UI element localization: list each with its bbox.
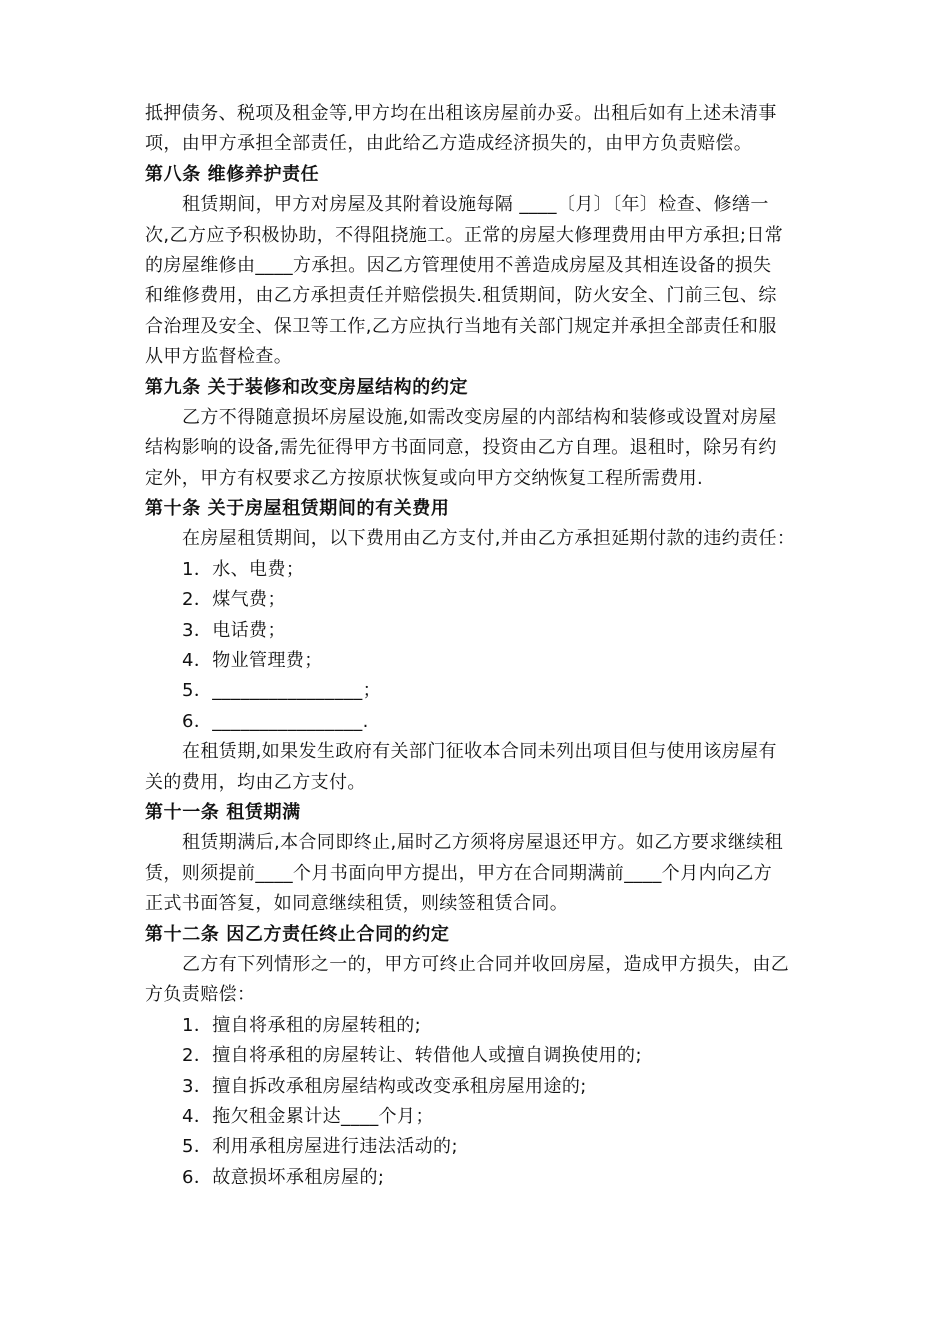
text-line: 关的费用，均由乙方支付。 — [145, 771, 366, 793]
text-line: 正式书面答复，如同意继续租赁，则续签租赁合同。 — [145, 893, 569, 915]
list-item: 3．电话费； — [182, 619, 286, 641]
text-line: 结构影响的设备,需先征得甲方书面同意，投资由乙方自理。退租时，除另有约 — [145, 437, 777, 459]
list-item: 2．擅自将承租的房屋转让、转借他人或擅自调换使用的; — [182, 1045, 642, 1067]
list-item: 2．煤气费； — [182, 589, 286, 611]
text-line: 的房屋维修由____方承担。因乙方管理使用不善造成房屋及其相连设备的损失 — [145, 254, 772, 276]
document-body — [145, 99, 813, 1193]
text-line: 抵押债务、税项及租金等,甲方均在出租该房屋前办妥。出租后如有上述未清事 — [145, 103, 777, 124]
list-item: 5．________________； — [182, 680, 382, 702]
section-heading: 第十一条 租赁期满 — [145, 801, 301, 823]
paragraph-first-line: 在房屋租赁期间，以下费用由乙方支付,并由乙方承担延期付款的违约责任： — [182, 528, 796, 550]
text-line: 从甲方监督检查。 — [145, 346, 293, 368]
list-item: 3．擅自拆改承租房屋结构或改变承租房屋用途的; — [182, 1075, 587, 1097]
paragraph-first-line: 乙方有下列情形之一的，甲方可终止合同并收回房屋，造成甲方损失，由乙 — [182, 953, 790, 975]
list-item: 1．水、电费； — [182, 558, 305, 580]
list-item: 5．利用承租房屋进行违法活动的; — [182, 1136, 458, 1158]
paragraph-first-line: 租赁期满后,本合同即终止,届时乙方须将房屋退还甲方。如乙方要求继续租 — [182, 832, 784, 854]
text-line: 赁，则须提前____个月书面向甲方提出，甲方在合同期满前____个月内向乙方 — [145, 862, 773, 884]
text-line: 合治理及安全、保卫等工作,乙方应执行当地有关部门规定并承担全部责任和服 — [145, 315, 777, 337]
text-line: 次,乙方应予积极协助，不得阻挠施工。正常的房屋大修理费用由甲方承担;日常 — [145, 224, 784, 246]
paragraph-first-line: 租赁期间，甲方对房屋及其附着设施每隔 ____〔月〕〔年〕检查、修缮一 — [182, 194, 769, 216]
paragraph-first-line: 乙方不得随意损坏房屋设施,如需改变房屋的内部结构和装修或设置对房屋 — [182, 406, 777, 428]
paragraph-first-line: 在租赁期,如果发生政府有关部门征收本合同未列出项目但与使用该房屋有 — [182, 741, 777, 763]
section-heading: 第十条 关于房屋租赁期间的有关费用 — [145, 498, 450, 520]
list-item: 4．物业管理费； — [182, 650, 323, 672]
list-item: 6．故意损坏承租房屋的; — [182, 1166, 385, 1188]
text-line: 定外，甲方有权要求乙方按原状恢复或向甲方交纳恢复工程所需费用. — [145, 467, 704, 489]
text-line: 项，由甲方承担全部责任，由此给乙方造成经济损失的，由甲方负责赔偿。 — [145, 133, 753, 155]
text-line: 和维修费用，由乙方承担责任并赔偿损失.租赁期间，防火安全、门前三包、综 — [145, 285, 777, 307]
list-item: 4．拖欠租金累计达____个月； — [182, 1105, 434, 1127]
list-item: 6．________________. — [182, 710, 369, 732]
list-item: 1．擅自将承租的房屋转租的; — [182, 1014, 422, 1036]
text-line: 方负责赔偿： — [145, 984, 256, 1006]
section-heading: 第八条 维修养护责任 — [145, 163, 320, 185]
section-heading: 第十二条 因乙方责任终止合同的约定 — [145, 923, 450, 945]
section-heading: 第九条 关于装修和改变房屋结构的约定 — [145, 376, 469, 398]
